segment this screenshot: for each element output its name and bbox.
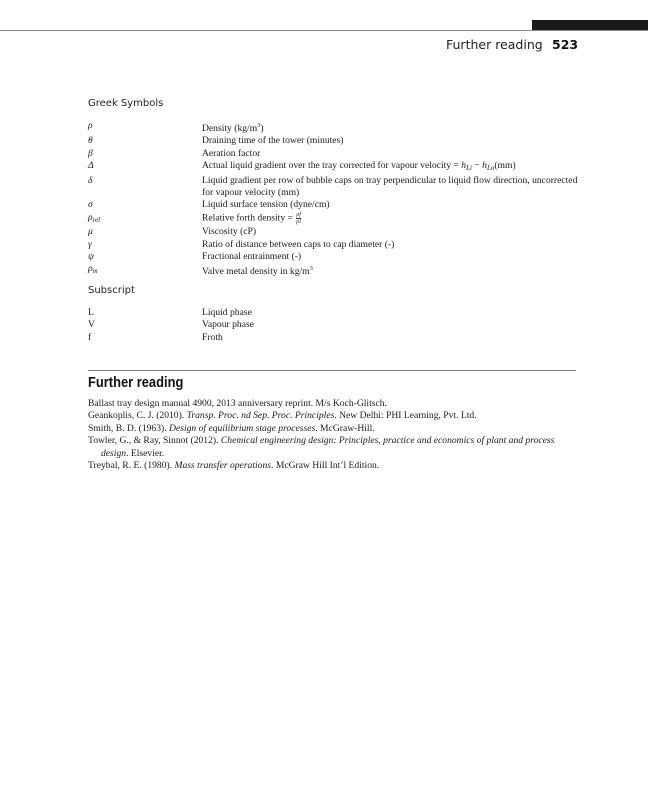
symbol-row — [88, 199, 578, 211]
reference-item: Treybal, R. E. (1980). Mass transfer operations. McGraw Hill Int’l Edition. — [88, 460, 380, 472]
reference-list — [88, 398, 578, 472]
symbol-row — [88, 160, 578, 174]
page-number: 523 — [552, 37, 579, 52]
section-divider — [88, 370, 576, 371]
symbol-description: Viscosity (cP) — [202, 226, 257, 238]
subscript-table — [88, 307, 578, 344]
symbol: μ — [88, 226, 93, 238]
header-rule — [0, 30, 648, 31]
reference-item: Geankoplis, C. J. (2010). Transp. Proc. nd Sep. Proc. Principles. New Delhi: PHI Learning, Pvt. Ltd. — [88, 410, 477, 422]
symbol: $\rho_m$ — [88, 263, 98, 276]
symbol-row — [88, 239, 578, 251]
symbol-row — [88, 319, 578, 331]
subscript-title: Subscript — [88, 285, 135, 296]
greek-symbols-table — [88, 120, 578, 279]
symbol-description: Liquid gradient per row of bubble caps on tray perpendicular to liquid flow direction, uncorrected for vapour velocity (mm) — [202, 174, 578, 199]
symbol: L — [88, 307, 94, 318]
symbol-row — [88, 212, 578, 226]
symbol: γ — [88, 238, 92, 250]
symbol-description: Fractional entrainment (-) — [202, 251, 302, 263]
symbol-row — [88, 120, 578, 135]
symbol-description: Density $(kg/m^3)$ — [202, 122, 264, 134]
symbol-description: Froth — [202, 331, 223, 343]
symbol-description: Valve metal density in $kg/m^3$ — [202, 265, 313, 278]
reference-item: Ballast tray design manual 4900, 2013 anniversary reprint. M/s Koch-Glitsch. — [88, 398, 387, 409]
symbol-description: Draining time of the tower (minutes) — [202, 135, 344, 147]
symbol: f — [88, 331, 92, 343]
symbol-description: Ratio of distance between caps to cap diameter (-) — [202, 238, 395, 250]
symbol-row — [88, 307, 578, 319]
symbol-description: Vapour phase — [202, 319, 254, 331]
symbol: β — [88, 147, 93, 159]
running-title: Further reading — [446, 37, 543, 52]
symbol-row — [88, 175, 578, 200]
symbol-row — [88, 263, 578, 278]
symbol-description: Liquid surface tension (dyne/cm) — [202, 199, 330, 211]
further-reading-heading: Further reading — [88, 374, 184, 391]
symbol: ψ — [88, 251, 94, 263]
symbol-row — [88, 332, 578, 344]
symbol: V — [88, 319, 95, 331]
symbol-row — [88, 135, 578, 147]
reference-item: Towler, G., & Ray, Sinnot (2012). Chemical engineering design: Principles, practice and economics of plant and process design. Elsevier. — [88, 435, 555, 459]
symbol: θ — [88, 135, 93, 147]
greek-symbols-title: Greek Symbols — [88, 98, 164, 109]
symbol-description: Actual liquid gradient over the tray corrected for vapour velocity = $h_{Li} - h_{Lo}(mm)$ — [202, 160, 516, 173]
density-fraction: $\frac{\rho f}{\rho l}$ — [296, 211, 301, 225]
symbol-row — [88, 226, 578, 238]
symbol-description: Relative forth density = $\frac{\rho f}{\rho l}$ — [202, 211, 301, 225]
symbol: δ — [88, 174, 93, 186]
header-accent-bar — [532, 20, 648, 30]
symbol: Δ — [88, 160, 94, 172]
symbol-row — [88, 251, 578, 263]
symbol-description: Liquid phase — [202, 307, 252, 318]
symbol-row — [88, 148, 578, 160]
symbol: $\rho_{rel}$ — [88, 211, 101, 224]
symbol: ρ — [88, 120, 93, 131]
reference-item: Smith, B. D. (1963). Design of equilibrium stage processes. McGraw-Hill. — [88, 422, 375, 434]
symbol: σ — [88, 199, 93, 211]
symbol-description: Aeration factor — [202, 147, 261, 159]
